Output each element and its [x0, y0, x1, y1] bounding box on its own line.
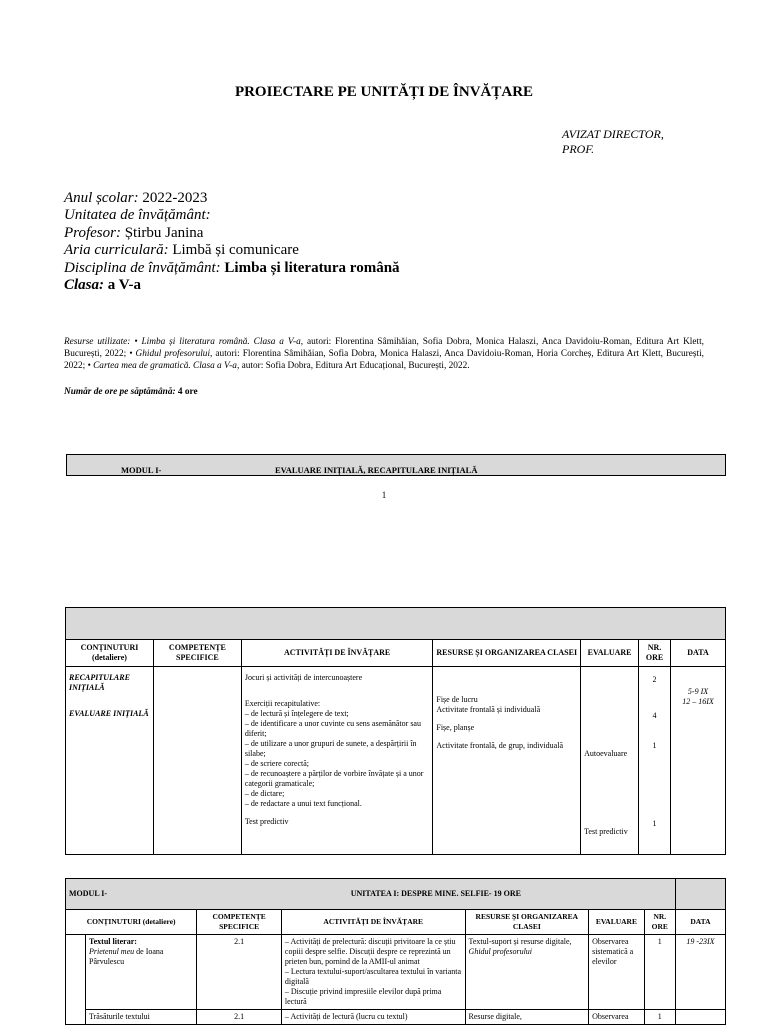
resource-1-title: • Limba și literatura română. Clasa a V-a — [134, 337, 301, 347]
activity-item: – de dictare; — [244, 789, 285, 798]
unit-1-table — [65, 878, 726, 1025]
unit-module-cell — [66, 879, 197, 910]
curricular-area-label: Aria curriculară: — [64, 242, 169, 259]
content-title: Textul literar: — [89, 937, 137, 946]
resource-item: Activitate frontală, de grup, individuală — [436, 741, 563, 750]
curricular-area-row — [64, 242, 400, 259]
hours-per-week — [64, 387, 198, 397]
activity-item: – de identificare a unor cuvinte cu sens asemănător sau diferit; — [244, 719, 421, 738]
col-header: COMPETENȚE SPECIFICE — [197, 910, 282, 935]
activities-cell — [241, 667, 433, 855]
teacher-label: Profesor: — [64, 224, 121, 241]
unit-empty-cell — [675, 879, 725, 910]
resources-paragraph — [64, 336, 704, 372]
col-header: EVALUARE — [581, 640, 639, 667]
hours-cell: 1 — [644, 1010, 675, 1025]
approval-line-1: AVIZAT DIRECTOR, — [562, 127, 664, 141]
content-author: de Ioana Pârvulescu — [89, 947, 164, 966]
resources-label: Resurse utilizate: — [64, 337, 131, 347]
date-item: 12 – 16IX — [682, 697, 714, 706]
activity-item: – Discuție privind impresiile elevilor după prima lectură — [284, 987, 442, 1006]
activity-item: – Lectura textului-suport/ascultarea textului în varianta digitală — [284, 967, 462, 986]
approval-line-2: PROF. — [562, 142, 595, 156]
col-header: DATA — [671, 640, 726, 667]
hours-item: 1 — [652, 741, 657, 750]
content-cell: Trăsăturile textului — [86, 1010, 197, 1025]
activity-item: – de lectură și înțelegere de text; — [244, 709, 349, 718]
school-year-label: Anul școlar: — [64, 190, 139, 206]
col-header: CONȚINUTURI (detaliere) — [66, 910, 197, 935]
col-header: ACTIVITĂȚI DE ÎNVĂȚARE — [281, 910, 465, 935]
resource-3-text: , autor: Sofia Dobra, Editura Art Educațional, București, 2022. — [236, 361, 470, 371]
module-1-banner — [66, 454, 726, 476]
resource-2-text: , autori: Florentina Sâmihăian, Sofia Dobra, Monica Halaszi, Anca Davidoiu-Roman, Horia Corcheș, Editura Art Klett, București, 2022; — [64, 349, 704, 371]
activity-item: – de recunoaștere a părților de vorbire învățate și a unor categorii gramaticale; — [244, 769, 424, 788]
evaluation-cell — [581, 667, 639, 855]
school-year-value: 2022-2023 — [142, 190, 208, 206]
date-cell — [671, 667, 726, 855]
content-work: Prietenul meu — [89, 947, 135, 956]
col-header: NR. ORE — [639, 640, 671, 667]
resource-item: Fișe, planșe — [436, 723, 475, 732]
activity-item: – de scriere corectă; — [244, 759, 310, 768]
subject-label: Disciplina de învățământ: — [64, 259, 221, 276]
hours-item: 1 — [652, 819, 657, 828]
hours-cell — [639, 667, 671, 855]
activity-item: – de utilizare a unor grupuri de sunete, a despărțirii în silabe; — [244, 739, 417, 758]
teacher-value: Știrbu Janina — [124, 224, 204, 241]
activity-item: – Activități de prelectură: discuții privitoare la ce știu copiii despre selfie. Discuții despre ce reprezintă un prieten bun, pornind de la AMII-ul animat — [284, 937, 456, 966]
module-1-title: EVALUARE INIȚIALĂ, RECAPITULARE INIȚIALĂ — [275, 465, 478, 475]
school-year-row — [64, 190, 400, 207]
hours-item: 4 — [652, 711, 657, 720]
competence-cell — [153, 667, 241, 855]
module-1-label: MODUL I- — [121, 465, 162, 475]
unit-header-row — [66, 879, 726, 910]
hours-value: 4 ore — [177, 387, 198, 397]
date-cell — [675, 1010, 725, 1025]
eval-item: Autoevaluare — [584, 749, 628, 758]
activities-cell — [281, 935, 465, 1010]
competence-cell: 2.1 — [197, 1010, 282, 1025]
content-recap: RECAPITULARE INIȚIALĂ — [69, 673, 130, 692]
resource-item: Activitate frontală și individuală — [436, 705, 541, 714]
evaluation-cell: Observarea sistematică a elevilor — [589, 935, 645, 1010]
approval-block — [562, 127, 664, 157]
col-header: ACTIVITĂȚI DE ÎNVĂȚARE — [241, 640, 433, 667]
page-title: PROIECTARE PE UNITĂȚI DE ÎNVĂȚARE — [234, 84, 534, 100]
class-label: Clasa: — [64, 277, 105, 294]
info-block — [64, 190, 400, 294]
col-header: DATA — [675, 910, 725, 935]
evaluation-cell: Observarea — [589, 1010, 645, 1025]
table-header-row — [66, 910, 726, 935]
school-row — [64, 207, 400, 224]
table-row — [66, 667, 726, 855]
col-header: NR. ORE — [644, 910, 675, 935]
hours-item: 2 — [652, 675, 657, 684]
class-row — [64, 277, 400, 294]
curricular-area-value: Limbă și comunicare — [172, 242, 299, 259]
subject-row — [64, 260, 400, 277]
date-item: 5-9 IX — [687, 687, 709, 696]
resource-1-text: , autori: Florentina Sâmihăian, Sofia Dobra, Monica Halaszi, Anca Davidoiu-Roman, Editura Art Klett, București, 2022; — [64, 337, 705, 359]
resources-cell — [433, 667, 581, 855]
hours-label: Număr de ore pe săptămână: — [64, 387, 176, 397]
table-header-row — [66, 640, 726, 667]
indent-cell — [66, 935, 86, 1025]
activity-item: – de redactare a unui text funcțional. — [244, 799, 362, 808]
resources-cell: Resurse digitale, — [465, 1010, 589, 1025]
hours-cell: 1 — [644, 935, 675, 1010]
activity-games: Jocuri și activități de intercunoaștere — [244, 673, 363, 682]
date-cell: 19 -23IX — [675, 935, 725, 1010]
col-header: EVALUARE — [589, 910, 645, 935]
content-cell — [86, 935, 197, 1010]
table-row — [66, 1010, 726, 1025]
unit-module-label: MODUL I- — [69, 889, 107, 898]
col-header: RESURSE ȘI ORGANIZAREA CLASEI — [465, 910, 589, 935]
subject-value: Limba și literatura română — [224, 259, 400, 276]
school-label: Unitatea de învățământ: — [64, 207, 211, 224]
col-header: CONȚINUTURI (detaliere) — [66, 640, 154, 667]
class-value: a V-a — [107, 277, 141, 294]
module-1-table — [65, 607, 726, 855]
resource-item: Textul-suport și resurse digitale, — [468, 937, 572, 946]
eval-item: Test predictiv — [584, 827, 628, 836]
teacher-row — [64, 225, 400, 242]
resource-item: Fișe de lucru — [436, 695, 478, 704]
resource-3-title: • Cartea mea de gramatică. Clasa a V-a — [87, 361, 237, 371]
table-gray-row — [66, 608, 726, 640]
activity-test: Test predictiv — [244, 817, 289, 826]
resource-item: Ghidul profesorului — [468, 947, 533, 956]
resource-2-title: • Ghidul profesorului — [129, 349, 211, 359]
unit-title-cell — [197, 879, 676, 910]
gray-cell — [66, 608, 726, 640]
content-eval: EVALUARE INIȚIALĂ — [69, 709, 149, 718]
unit-title: UNITATEA I: DESPRE MINE. SELFIE- 19 ORE — [350, 889, 521, 898]
activity-exercises: Exerciții recapitulative: — [244, 699, 321, 708]
resources-cell — [465, 935, 589, 1010]
activities-cell: – Activități de lectură (lucru cu textul) — [281, 1010, 465, 1025]
table-row — [66, 935, 726, 1010]
competence-cell: 2.1 — [197, 935, 282, 1010]
col-header: COMPETENȚE SPECIFICE — [153, 640, 241, 667]
page-number: 1 — [381, 490, 387, 500]
content-cell — [66, 667, 154, 855]
col-header: RESURSE ȘI ORGANIZAREA CLASEI — [433, 640, 581, 667]
